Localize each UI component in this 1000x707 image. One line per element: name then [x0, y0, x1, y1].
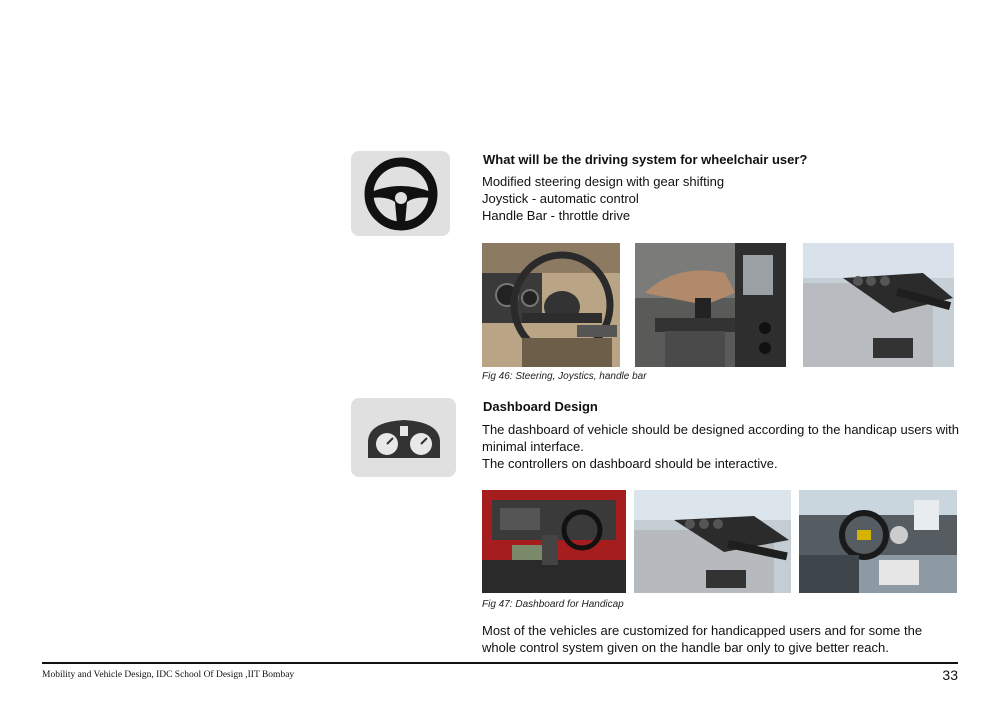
paragraph: The dashboard of vehicle should be designed according to the handicap users with minimal interface.: [482, 422, 959, 454]
dashboard-icon-tile: [351, 398, 456, 477]
figure-caption-46: Fig 46: Steering, Joystics, handle bar: [482, 371, 647, 382]
steering-wheel-photo: [482, 243, 620, 367]
figure-caption-47: Fig 47: Dashboard for Handicap: [482, 599, 624, 610]
page-number: 33: [942, 667, 958, 683]
list-item: Joystick - automatic control: [482, 191, 639, 206]
steering-wheel-icon: [361, 154, 441, 234]
joystick-photo: [635, 243, 786, 367]
speedometer-dashboard-icon: [364, 416, 444, 460]
dashboard-photo-interior: [482, 490, 626, 593]
dashboard-photo-modified: [799, 490, 957, 593]
handle-bar-photo: [803, 243, 954, 367]
list-item: Handle Bar - throttle drive: [482, 208, 631, 223]
footer-divider: [42, 662, 958, 664]
customization-note: Most of the vehicles are customized for handicapped users and for some the whole control system given on the handle bar only to give better reach.: [482, 623, 923, 655]
dashboard-photo-handlebar: [634, 490, 791, 593]
footer-credit: Mobility and Vehicle Design, IDC School Of Design ,IIT Bombay: [42, 670, 295, 680]
dashboard-description: [482, 421, 967, 472]
driving-system-list: [482, 173, 724, 224]
section-heading-driving-system: What will be the driving system for wheelchair user?: [483, 152, 808, 167]
paragraph: The controllers on dashboard should be interactive.: [482, 456, 778, 471]
section-heading-dashboard: Dashboard Design: [483, 399, 598, 414]
list-item: Modified steering design with gear shifting: [482, 174, 725, 189]
steering-icon-tile: [351, 151, 450, 236]
